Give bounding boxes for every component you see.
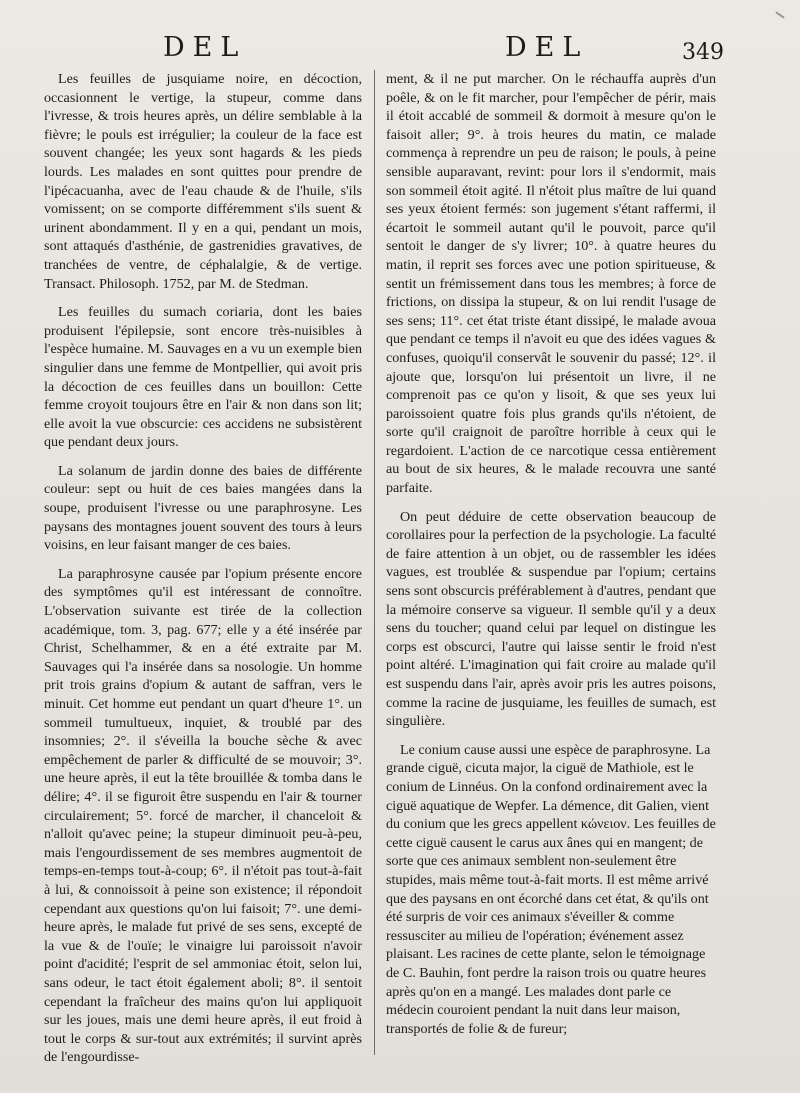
page-blemish <box>775 11 784 18</box>
paragraph-solanum: La solanum de jardin donne des baies de différente couleur: sept ou huit de ces baies mangées dans la soupe, produisent l'ivresse ou une paraphrosyne. Les paysans des montagnes jouent souvent des tours à leurs voisins, en leur faisant manger de ces baies. <box>44 462 362 554</box>
paragraph-opium: La paraphrosyne causée par l'opium présente encore des symptômes qu'il est intéressant de connoître. L'observation suivante est tirée de la collection académique, tom. 3, pag. 677; elle y a été insérée par Christ, Schelhammer, & en a été extraite par M. Sauvages qui l'a insérée dans sa nosologie. Un homme prit trois grains d'opium & autant de saffran, vers le minuit. Cet homme eut pendant un quart d'heure 1°. un sommeil tumultueux, inquiet, & troublé par des insomnies; 2°. il s'éveilla la bouche sèche & avec empêchement de parler & difficulté de se mouvoir; 3°. une heure après, il eut la tête brouillée & tomba dans le délire; 4°. il se figuroit être suspendu en l'air & tourner circulairement; 5°. forcé de marcher, il chanceloit & n'alloit qu'avec peine; la stupeur diminuoit peu-à-peu, mais l'engourdissement de ses membres augmentoit de temps-en-temps tout-à-coup; 6°. il n'étoit pas tout-à-fait à lui, & connoissoit à peine son existence; il répondoit cependant aux questions qu'on lui faisoit; 7°. une demi-heure après, le malade fut privé de ses sens, excepté de la vue & de l'ouïe; le vinaigre lui paroissoit n'avoir point d'acidité; l'esprit de sel ammoniac étoit, selon lui, sans odeur, le tact étoit également aboli; 8°. il sentoit cependant la fraîcheur des mains qu'on lui appliquoit sur les joues, mais une demi heure après, il eut froid à tout le corps & sur-tout aux extrémités; il survint après de l'engourdisse- <box>44 565 362 1066</box>
paragraph-conium: Le conium cause aussi une espèce de paraphrosyne. La grande ciguë, cicuta major, la ciguë de Mathiole, est le conium de Linnéus. On la confond ordinairement avec la ciguë aquatique de Wepfer. La démence, dit Galien, vient du conium que les grecs appellent κώνειον. Les feuilles de cette ciguë causent le carus aux ânes qui en mangent; de sorte que ces animaux semblent non-seulement être stupides, mais même tout-à-fait morts. Il est même arrivé que des paysans en ont écorché dans cet état, & qu'ils ont été surpris de voir ces animaux s'éveiller & comme ressusciter au milieu de l'opération; événement assez plaisant. Les racines de cette plante, selon le témoignage de C. Bauhin, font perdre la raison trois ou quatre heures après qu'on en a mangé. Les malades dont parle ce médecin couroient pendant la nuit dans leur maison, transportés de folie & de fureur; <box>386 741 716 1037</box>
paragraph-sumach: Les feuilles du sumach coriaria, dont les baies produisent l'épilepsie, sont encore très-nuisibles à l'espèce humaine. M. Sauvages en a vu un exemple bien singulier dans une femme de Montpellier, qui avoit pris la décoction de ces feuilles dans un bouillon: Cette femme croyoit toujours être en l'air & non dans son lit; elle avoit la vue obscurcie: ces accidens ne subsistèrent que pendant deux jours. <box>44 304 362 451</box>
paragraph-opium-continued: ment, & il ne put marcher. On le réchauffa auprès d'un poêle, & on le fit marcher, pour l'empêcher de périr, mais il étoit accablé de sommeil & dormoit à mesure qu'on le faisoit aller; 9°. à trois heures du matin, ce malade commença à reprendre un peu de raison; le pouls, à peine sensible auparavant, revint: pour lors il s'endormit, mais son sommeil étoit agité. Il n'étoit plus maître de lui quand ses yeux étoient fermés: son jugement s'étant raffermi, il écartoit le sommeil autant qu'il le pouvoit, parce qu'il sentoit le danger de s'y livrer; 10°. à quatre heures du matin, il reprit ses forces avec une potion spiritueuse, & sentit un frémissement dans tous les membres; à force de frictions, on dissipa la stupeur, & on lui rendit l'usage de ses sens; 11°. cet état triste étant dissipé, le malade avoua que pendant ce temps il n'avoit eu que des idées vagues & confuses, quoiqu'il conservât le souvenir du passé; 12°. il ajoute que, lorsqu'on lui présentoit un livre, il ne comprenoit pas ce qu'on y lisoit, & que ses yeux lui paroissoient quatre fois plus grands qu'ils n'étoient, de sorte qu'il craignoit de paroître horrible à ceux qui le regardoient. L'action de ce narcotique cessa entièrement au bout de six heures, & le malade recouvra une santé parfaite. <box>386 71 716 497</box>
page-number: 349 <box>682 40 724 65</box>
right-column <box>386 70 716 1047</box>
paragraph-psychologie: On peut déduire de cette observation beaucoup de corollaires pour la perfection de la psychologie. La faculté de faire attention à un objet, ou de rassembler les idées vagues, est troublée & suspendue par l'opium; certains sens sont obscurcis préférablement à d'autres, pendant que la mémoire conserve sa vigueur. Il semble qu'il y a deux sens du toucher; quand celui par lequel on distingue les corps est obscurci, l'autre qui laisse sentir le froid n'est point altéré. L'imagination qui fait croire au malade qu'il est suspendu dans l'air, après avoir pris les autres poisons, comme la racine de jusquiame, les feuilles de sumach, est singulière. <box>386 508 716 730</box>
running-head-left: DEL <box>163 32 247 63</box>
column-divider <box>374 70 375 1055</box>
running-header <box>0 32 800 72</box>
paragraph-jusquiame: Les feuilles de jusquiame noire, en décoction, occasionnent le vertige, la stupeur, comme dans l'ivresse, & trois heures après, un délire semblable à la fièvre; le pouls est irrégulier; la couleur de la face est souvent changée; les yeux sont hagards & les pieds lourds. Les malades en sont quittes pour prendre de l'ipécacuanha, avec de l'eau chaude & de l'huile, s'ils vomissent; on se comporte différemment s'ils suent & urinent abondamment. Il y en a qui, pendant un mois, sont attaqués d'asthénie, de gastrenidies gravatives, de tranchées de ventre, de céphalalgie, & de vertige. Transact. Philosoph. 1752, par M. de Stedman. <box>44 71 362 292</box>
running-head-right: DEL <box>505 32 589 63</box>
left-column <box>44 70 362 1076</box>
